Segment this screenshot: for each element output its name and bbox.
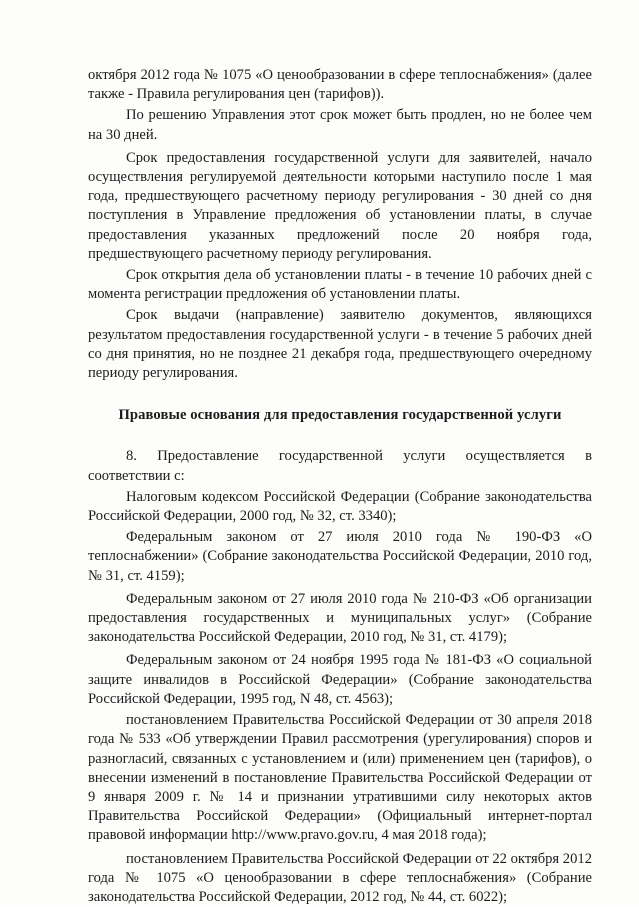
document-body [88, 66, 592, 907]
paragraph-case-opening-term: Срок открытия дела об установлении платы - в течение 10 рабочих дней с момента регистрации предложения об установлении платы. [88, 267, 592, 303]
paragraph-continuation: октября 2012 года № 1075 «О ценообразовании в сфере теплоснабжения» (далее также - Правила регулирования цен (тарифов)). [88, 67, 592, 103]
paragraph-service-term: Срок предоставления государственной услуги для заявителей, начало осуществления регулируемой деятельности которыми наступило после 1 мая года, предшествующего расчетному периоду регулирования - 30 дней со дня поступления в Управление предложения об установлении платы, в случае предоставления указанных предложений после 20 ноября года, предшествующего расчетному периоду регулирования. [88, 149, 592, 262]
legal-basis-item: постановлением Правительства Российской Федерации от 30 апреля 2018 года № 533 «Об утверждении Правил рассмотрения (урегулирования) споров и разногласий, связанных с установлением и (или) применением цен (тарифов), о внесении изменений в постановление Правительства Российской Федерации от 9 января 2009 г. № 14 и признании утратившими силу некоторых актов Правительства Российской Федерации» (Официальный интернет-портал правовой информации http://www.pravo.gov.ru, 4 мая 2018 года); [88, 712, 592, 844]
legal-basis-item: Федеральным законом от 24 ноября 1995 года № 181-ФЗ «О социальной защите инвалидов в Российской Федерации» (Собрание законодательства Российской Федерации, 1995 год, N 48, ст. 4563); [88, 652, 592, 707]
legal-basis-item: Федеральным законом от 27 июля 2010 года № 210-ФЗ «Об организации предоставления государственных и муниципальных услуг» (Собрание законодательства Российской Федерации, 2010 год, № 31, ст. 4179); [88, 590, 592, 646]
paragraph-legal-basis-intro: 8. Предоставление государственной услуги осуществляется в соответствии с: [88, 448, 592, 484]
legal-basis-item: Федеральным законом от 27 июля 2010 года № 190-ФЗ «О теплоснабжении» (Собрание законодательства Российской Федерации, 2010 год, № 31, ст. 4159); [88, 529, 592, 584]
paragraph-extension-term: По решению Управления этот срок может быть продлен, но не более чем на 30 дней. [88, 107, 592, 143]
section-heading: Правовые основания для предоставления государственной услуги [118, 407, 562, 424]
paragraph-issuance-term: Срок выдачи (направление) заявителю документов, являющихся результатом предоставления государственной услуги - в течение 5 рабочих дней со дня принятия, но не позднее 21 декабря года, предшествующего очередному периоду регулирования. [88, 307, 592, 382]
legal-basis-item: постановлением Правительства Российской Федерации от 22 октября 2012 года № 1075 «О ценообразовании в сфере теплоснабжения» (Собрание законодательства Российской Федерации, 2012 год, № 44, ст. 6022); [88, 850, 592, 905]
legal-basis-item: Налоговым кодексом Российской Федерации (Собрание законодательства Российской Федерации, 2000 год, № 32, ст. 3340); [88, 488, 592, 525]
